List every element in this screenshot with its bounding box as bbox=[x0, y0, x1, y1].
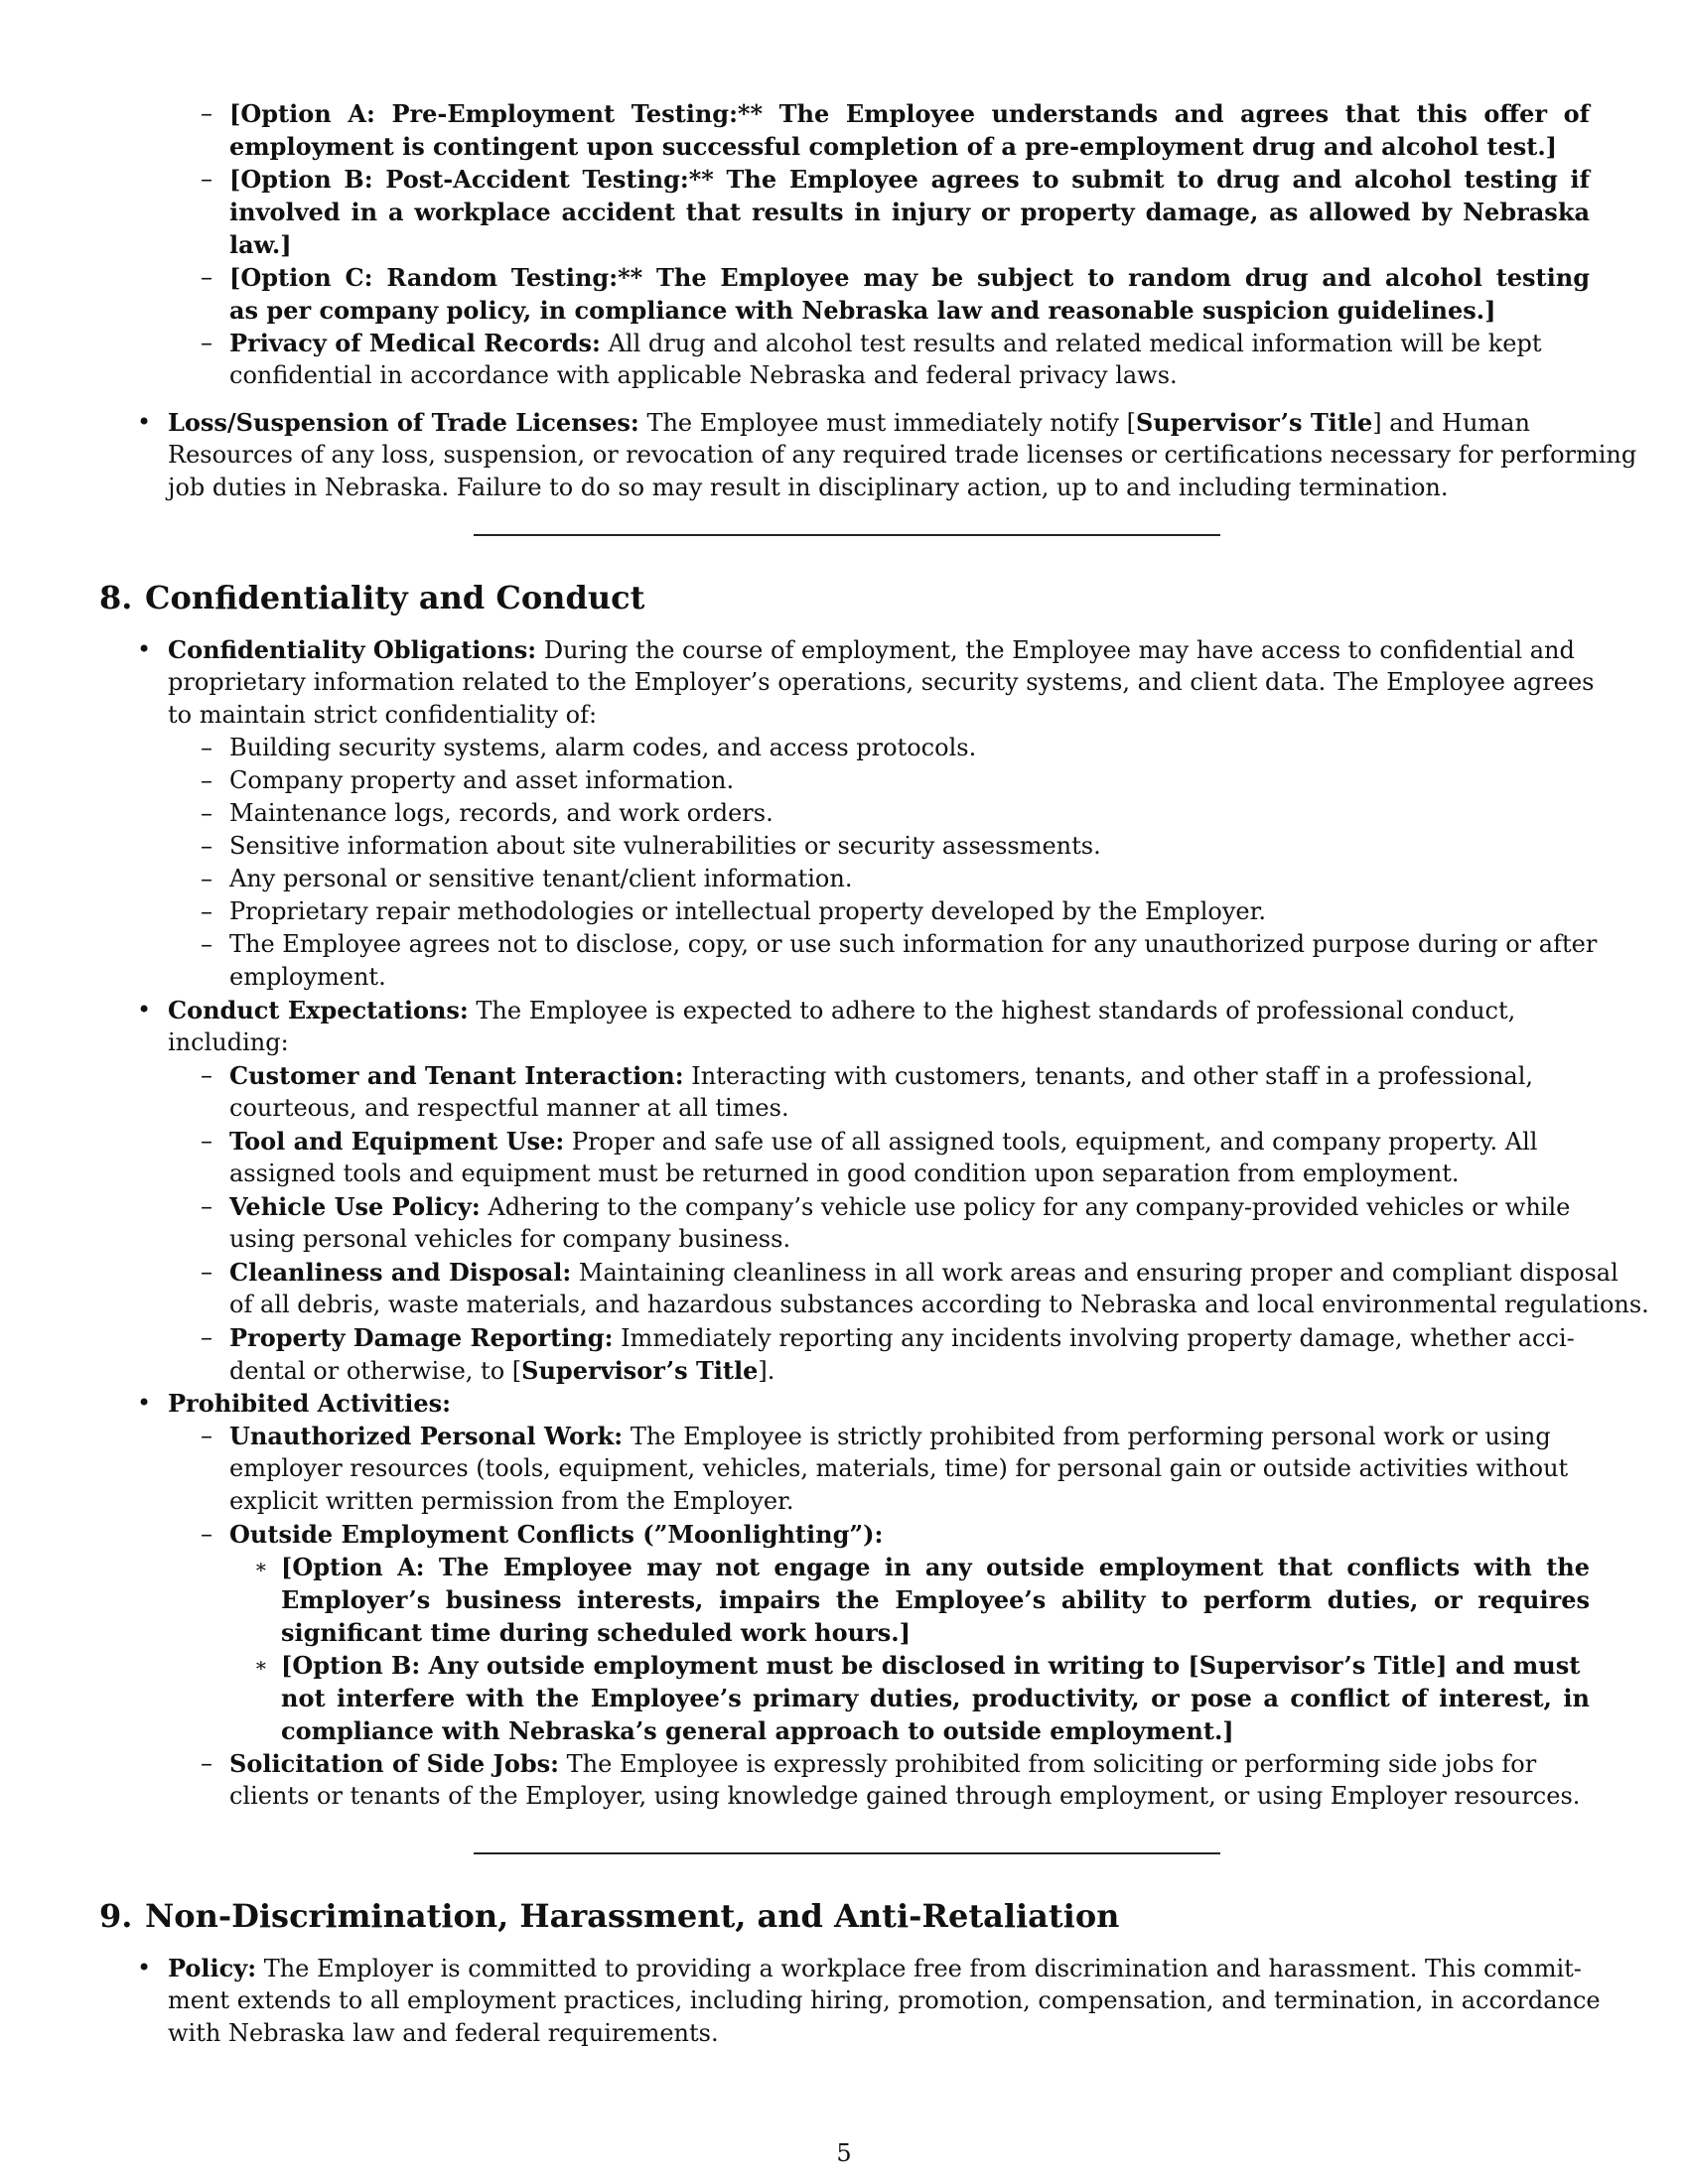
customer-text: Interacting with customers, tenants, and other staff in a professional, bbox=[691, 1062, 1534, 1090]
loss-of-licenses-item: • Loss/Suspension of Trade Licenses: The Employee must immediately notify [Supervisor’s Title] and Human Resources of any loss, suspension, or revocation of any required trade licenses or certifications necessary for performing job duties in Nebraska. Failure to do so may result in disciplinary action, up to and including termination. bbox=[0, 406, 1688, 504]
damage-text: dental or otherwise, to [ bbox=[229, 1357, 522, 1385]
section-divider bbox=[0, 534, 1688, 536]
section-8-heading bbox=[0, 576, 1688, 619]
vehicle-label: Vehicle Use Policy: bbox=[229, 1192, 481, 1221]
moonlighting-label: Outside Employment Conflicts (”Moonlighting”): bbox=[229, 1520, 884, 1549]
tool-text: Proper and safe use of all assigned tools, equipment, and company property. All bbox=[571, 1128, 1538, 1156]
testing-option-c-line: [Option C: Random Testing:** The Employee may be subject to random drug and alcohol testing bbox=[229, 263, 1590, 292]
solicitation-text: clients or tenants of the Employer, using knowledge gained through employment, or using Employer resources. bbox=[229, 1782, 1581, 1810]
section-title: Confidentiality and Conduct bbox=[145, 579, 645, 616]
cleanliness-label: Cleanliness and Disposal: bbox=[229, 1258, 572, 1287]
testing-option-c: – [Option C: Random Testing:** The Employee may be subject to random drug and alcohol testing as per company policy, in compliance with Nebraska law and reasonable suspicion guidelines.] bbox=[201, 263, 1590, 325]
licenses-label: Loss/Suspension of Trade Licenses: bbox=[168, 408, 639, 437]
policy-text: The Employer is committed to providing a workplace free from discrimination and harassment. This commit- bbox=[263, 1955, 1582, 1982]
confidentiality-text: During the course of employment, the Employee may have access to confidential and bbox=[543, 636, 1575, 664]
moonlighting-option-b: ] and must bbox=[1436, 1651, 1581, 1680]
list-item: – Proprietary repair methodologies or intellectual property developed by the Employer. bbox=[201, 897, 1267, 925]
list-item: – Maintenance logs, records, and work orders. bbox=[201, 799, 774, 827]
customer-label: Customer and Tenant Interaction: bbox=[229, 1061, 684, 1090]
damage-text: Immediately reporting any incidents involving property damage, whether acci- bbox=[621, 1324, 1575, 1352]
tool-label: Tool and Equipment Use: bbox=[229, 1127, 565, 1156]
supervisor-placeholder: Supervisor’s Title bbox=[521, 1356, 759, 1385]
solicitation-text: The Employee is expressly prohibited from soliciting or performing side jobs for bbox=[566, 1750, 1537, 1778]
personal-work-text: explicit written permission from the Employer. bbox=[229, 1487, 794, 1515]
privacy-text: confidential in accordance with applicable Nebraska and federal privacy laws. bbox=[229, 361, 1178, 389]
moonlighting-option-a: Employer’s business interests, impairs the Employee’s ability to perform duties, or requires bbox=[281, 1585, 1590, 1614]
section-9-heading bbox=[0, 1894, 1688, 1938]
section-divider bbox=[0, 1852, 1688, 1854]
moonlighting-option-b: compliance with Nebraska’s general approach to outside employment.] bbox=[281, 1716, 1234, 1745]
licenses-text: Resources of any loss, suspension, or revocation of any required trade licenses or certifications necessary for performing bbox=[168, 441, 1637, 469]
policy-text: ment extends to all employment practices, including hiring, promotion, compensation, and termination, in accordance bbox=[168, 1986, 1601, 2014]
cleanliness-text: of all debris, waste materials, and hazardous substances according to Nebraska and local environmental regulations. bbox=[229, 1291, 1649, 1318]
list-item: – Building security systems, alarm codes, and access protocols. bbox=[201, 734, 977, 761]
testing-option-b: – [Option B: Post-Accident Testing:** The Employee agrees to submit to drug and alcohol testing if involved in a workplace accident that results in injury or property damage, as allowed by Nebraska law.] bbox=[201, 165, 1590, 259]
testing-option-b-line: [Option B: Post-Accident Testing:** The Employee agrees to submit to drug and alcohol testing if bbox=[229, 165, 1590, 194]
non-discrimination-policy: • Policy: The Employer is committed to providing a workplace free from discrimination and harassment. This commit- ment extends to all employment practices, including hiring, promotion, compensation, and termination, in accordance with Nebraska law and federal requirements. bbox=[0, 1952, 1688, 2050]
privacy-text: All drug and alcohol test results and related medical information will be kept bbox=[608, 330, 1542, 357]
moonlighting-option-a: [Option A: The Employee may not engage in any outside employment that conflicts with the bbox=[281, 1553, 1590, 1581]
list-item: – Any personal or sensitive tenant/client information. bbox=[201, 865, 853, 892]
conduct-expectations: • Conduct Expectations: The Employee is expected to adhere to the highest standards of professional conduct, including: – Customer and Tenant Interaction: Interacting with customers, tenants, and other staff in a professional, courteous, and respectful manner at all times. – Tool and Equipment Use: Proper and safe use of all assigned tools, equipment, and company property. All assigned tools and equipment must be returned in good condition upon separation from employment. – Vehicle Use Policy: Adhering to the company’s vehicle use policy for any company-provided vehicles or while using personal vehicles for company business. – Cleanliness and Disposal: Maintaining cleanliness in all work areas and ensuring proper and compliant disposal of all debris, waste materials, and hazardous substances according to Nebraska and local environmental regulations. – Property Damage Reporting: Immediately reporting any incidents involving property damage, whether acci- dental or otherwise, to [Supervisor’s Title]. bbox=[137, 996, 1649, 1385]
privacy-label: Privacy of Medical Records: bbox=[229, 329, 601, 357]
confidentiality-obligations: • Confidentiality Obligations: During the course of employment, the Employee may have access to confidential and proprietary information related to the Employer’s operations, security systems, and client data. The Employee agrees to maintain strict confidentiality of: – Building security systems, alarm codes, and access protocols. – Company property and asset information. – Maintenance logs, records, and work orders. – Sensitive information about site vulnerabilities or security assessments. – Any personal or sensitive tenant/client information. – Proprietary repair methodologies or intellectual property developed by the Employer. – The Employee agrees not to disclose, copy, or use such information for any unauthorized purpose during or after employment. bbox=[0, 633, 1688, 994]
moonlighting-option-b: not interfere with the Employee’s primary duties, productivity, or pose a conflict of interest, in bbox=[281, 1684, 1590, 1712]
policy-label: Policy: bbox=[168, 1954, 257, 1982]
prohibited-activities: • Prohibited Activities: – Unauthorized Personal Work: The Employee is strictly prohibited from performing personal work or using employer resources (tools, equipment, vehicles, materials, time) for personal gain or outside activities without explicit written permission from the Employer. – Outside Employment Conflicts (”Moonlighting”): ∗ [Option A: The Employee may not engage in any outside employment that conflicts with the Employer’s business interests, impairs the Employee’s ability to perform duties, or requires significant time during scheduled work hours.] ∗ [Option B: Any outside employment must be disclosed in writing to [Supervisor’s Title] and must not interfere with the Employee’s primary duties, productivity, or pose a conflict of interest, in compliance with Nebraska’s general approach to outside employment.] – Solicitation of Side Jobs: The Employee is expressly prohibited from soliciting or performing side jobs for clients or tenants of the Employer, using knowledge gained through employment, or using Employer resources. bbox=[0, 1387, 1688, 1813]
supervisor-placeholder: Supervisor’s Title bbox=[1198, 1651, 1437, 1680]
personal-work-label: Unauthorized Personal Work: bbox=[229, 1422, 624, 1450]
testing-option-a-line: employment is contingent upon successful completion of a pre-employment drug and alcohol test.] bbox=[229, 132, 1558, 161]
section-number: 9. bbox=[99, 1897, 133, 1935]
cleanliness-text: Maintaining cleanliness in all work areas and ensuring proper and compliant disposal bbox=[578, 1259, 1618, 1287]
damage-label: Property Damage Reporting: bbox=[229, 1323, 614, 1352]
licenses-text: ] and Human bbox=[1372, 409, 1530, 437]
conduct-text: The Employee is expected to adhere to the highest standards of professional conduct, bbox=[476, 997, 1516, 1024]
licenses-text: job duties in Nebraska. Failure to do so may result in disciplinary action, up to and including termination. bbox=[168, 474, 1449, 501]
vehicle-text: using personal vehicles for company business. bbox=[229, 1225, 791, 1253]
confidentiality-text: to maintain strict confidentiality of: bbox=[168, 701, 598, 729]
prohibited-label: Prohibited Activities: bbox=[168, 1389, 451, 1418]
personal-work-text: The Employee is strictly prohibited from performing personal work or using bbox=[630, 1423, 1551, 1450]
confidentiality-text: proprietary information related to the Employer’s operations, security systems, and client data. The Employee agrees bbox=[168, 668, 1595, 696]
supervisor-placeholder: Supervisor’s Title bbox=[1136, 408, 1373, 437]
testing-option-c-line: as per company policy, in compliance with Nebraska law and reasonable suspicion guidelines.] bbox=[229, 296, 1496, 325]
page-content bbox=[0, 97, 1688, 2050]
testing-option-a-line: [Option A: Pre-Employment Testing:** The Employee understands and agrees that this offer of bbox=[229, 99, 1590, 128]
section-title: Non-Discrimination, Harassment, and Anti-Retaliation bbox=[145, 1897, 1120, 1935]
list-item-continuation: employment. bbox=[229, 963, 386, 991]
privacy-of-medical-records: – Privacy of Medical Records: All drug and alcohol test results and related medical information will be kept confidential in accordance with applicable Nebraska and federal privacy laws. bbox=[0, 327, 1688, 392]
vehicle-text: Adhering to the company’s vehicle use policy for any company-provided vehicles or while bbox=[488, 1193, 1571, 1221]
testing-option-b-line: law.] bbox=[229, 230, 292, 259]
confidentiality-label: Confidentiality Obligations: bbox=[168, 635, 537, 664]
tool-text: assigned tools and equipment must be returned in good condition upon separation from employment. bbox=[229, 1160, 1460, 1187]
list-item: – Sensitive information about site vulnerabilities or security assessments. bbox=[201, 832, 1101, 860]
list-item: – The Employee agrees not to disclose, copy, or use such information for any unauthorized purpose during or after bbox=[201, 930, 1598, 958]
licenses-text: The Employee must immediately notify [ bbox=[646, 409, 1137, 437]
testing-option-a: – [Option A: Pre-Employment Testing:** The Employee understands and agrees that this offer of employment is contingent upon successful completion of a pre-employment drug and alcohol test.] bbox=[201, 99, 1590, 161]
moonlighting-option-b: [Option B: Any outside employment must be disclosed in writing to [ bbox=[281, 1651, 1199, 1680]
solicitation-label: Solicitation of Side Jobs: bbox=[229, 1749, 560, 1778]
moonlighting-option-a: significant time during scheduled work hours.] bbox=[281, 1618, 911, 1647]
section-number: 8. bbox=[99, 579, 133, 616]
damage-text: ]. bbox=[758, 1357, 775, 1385]
testing-option-b-line: involved in a workplace accident that results in injury or property damage, as allowed by Nebraska bbox=[229, 198, 1590, 226]
conduct-label: Conduct Expectations: bbox=[168, 996, 469, 1024]
customer-text: courteous, and respectful manner at all times. bbox=[229, 1094, 789, 1122]
personal-work-text: employer resources (tools, equipment, vehicles, materials, time) for personal gain or outside activities without bbox=[229, 1454, 1569, 1482]
policy-text: with Nebraska law and federal requirements. bbox=[168, 2019, 719, 2047]
conduct-text: including: bbox=[168, 1028, 289, 1056]
page-number: 5 bbox=[836, 2139, 852, 2167]
list-item: – Company property and asset information. bbox=[201, 766, 735, 794]
